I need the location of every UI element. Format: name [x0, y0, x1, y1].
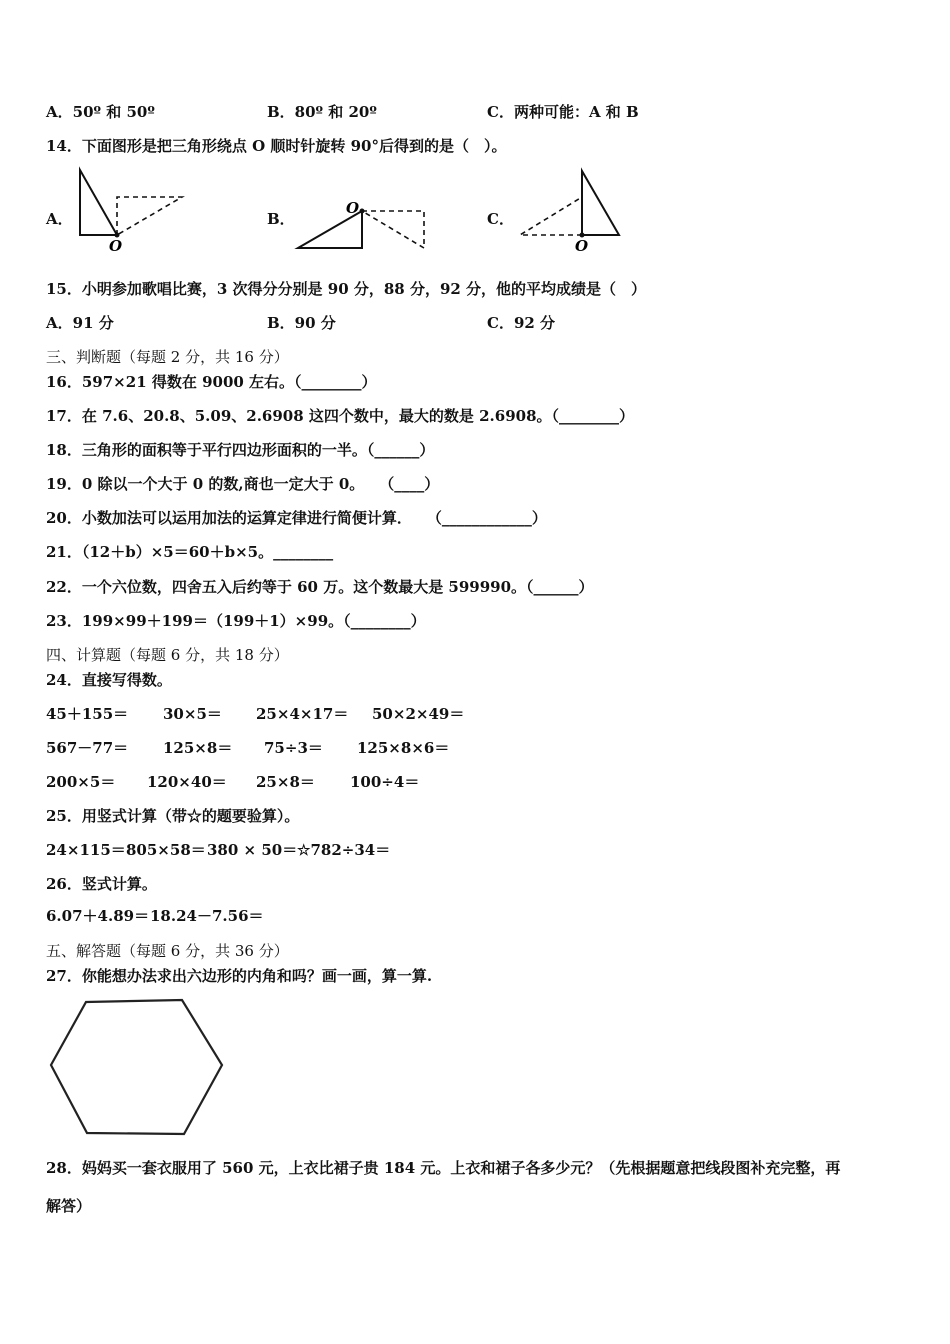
q13-option-a: A．50º 和 50º — [46, 103, 155, 121]
q24-r1-c4: 50×2×49＝ — [372, 705, 465, 723]
q18: 18．三角形的面积等于平行四边形面积的一半。（______） — [46, 441, 435, 459]
q25-item-4: ☆782÷34＝ — [297, 841, 391, 859]
q24-r2-c4: 125×8×6＝ — [357, 739, 450, 757]
q24-r3-c1: 200×5＝ — [46, 773, 116, 791]
hexagon-shape — [51, 1000, 222, 1134]
q20: 20．小数加法可以运用加法的运算定律进行简便计算． （____________） — [46, 509, 547, 527]
q24-r3-c2: 120×40＝ — [147, 773, 227, 791]
point-o-label-a: O — [109, 237, 123, 255]
q26-item-1: 6.07＋4.89＝ — [46, 907, 150, 925]
q14-figure-b — [290, 195, 435, 255]
q24-stem: 24．直接写得数。 — [46, 671, 172, 689]
q14-figure-c — [510, 165, 635, 255]
rotated-triangle-c — [520, 197, 582, 235]
q15-option-b: B．90 分 — [267, 314, 336, 332]
q15-option-c: C．92 分 — [487, 314, 556, 332]
original-triangle-a — [80, 170, 117, 235]
q24-r2-c3: 75÷3＝ — [264, 739, 323, 757]
q13-option-c: C．两种可能：A 和 B — [487, 103, 639, 121]
q14-label-a: A． — [46, 210, 73, 228]
section-5-heading: 五、解答题（每题 6 分，共 36 分） — [46, 942, 289, 960]
q14-stem: 14．下面图形是把三角形绕点 O 顺时针旋转 90°后得到的是（ ）。 — [46, 137, 507, 155]
q26-stem: 26．竖式计算。 — [46, 875, 157, 893]
q19: 19．0 除以一个大于 0 的数,商也一定大于 0。 （____） — [46, 475, 440, 493]
q25-item-1: 24×115＝ — [46, 841, 126, 859]
q27-stem: 27．你能想办法求出六边形的内角和吗？画一画，算一算. — [46, 967, 433, 985]
q28-line-2: 解答） — [46, 1197, 92, 1215]
original-triangle-c — [582, 171, 619, 235]
hexagon-figure — [44, 993, 229, 1143]
q15-stem: 15．小明参加歌唱比赛，3 次得分分别是 90 分，88 分，92 分，他的平均成绩是（ ） — [46, 280, 647, 298]
q24-r3-c3: 25×8＝ — [256, 773, 315, 791]
q16: 16．597×21 得数在 9000 左右。（________） — [46, 373, 377, 391]
point-o-label-c: O — [575, 237, 589, 255]
q24-r3-c4: 100÷4＝ — [350, 773, 420, 791]
point-o-label-b: O — [346, 199, 360, 217]
q24-r1-c2: 30×5＝ — [163, 705, 222, 723]
rotated-triangle-a — [117, 197, 182, 235]
q14-figure-a — [70, 165, 195, 255]
q26-item-2: 18.24－7.56＝ — [150, 907, 264, 925]
rotated-triangle-b — [362, 211, 424, 248]
q25-item-3: 380 × 50＝ — [207, 841, 298, 859]
q24-r2-c1: 567－77＝ — [46, 739, 129, 757]
section-4-heading: 四、计算题（每题 6 分，共 18 分） — [46, 646, 289, 664]
q24-r1-c3: 25×4×17＝ — [256, 705, 349, 723]
q23: 23．199×99＋199＝（199＋1）×99。（________） — [46, 612, 426, 630]
q13-option-b: B．80º 和 20º — [267, 103, 377, 121]
q25-item-2: 805×58＝ — [126, 841, 206, 859]
q14-label-b: B． — [267, 210, 295, 228]
pivot-point-b — [360, 209, 365, 214]
q24-r2-c2: 125×8＝ — [163, 739, 233, 757]
q25-stem: 25．用竖式计算（带☆的题要验算）。 — [46, 807, 300, 825]
q17: 17．在 7.6、20.8、5.09、2.6908 这四个数中，最大的数是 2.6908。（________） — [46, 407, 635, 425]
q21: 21．（12＋b）×5＝60＋b×5。________ — [46, 543, 334, 561]
q15-option-a: A．91 分 — [46, 314, 114, 332]
section-3-heading: 三、判断题（每题 2 分，共 16 分） — [46, 348, 289, 366]
q14-label-c: C． — [487, 210, 514, 228]
q28-line-1: 28．妈妈买一套衣服用了 560 元，上衣比裙子贵 184 元。上衣和裙子各多少元？（先根据题意把线段图补充完整，再 — [46, 1159, 841, 1177]
q24-r1-c1: 45＋155＝ — [46, 705, 129, 723]
q22: 22．一个六位数，四舍五入后约等于 60 万。这个数最大是 599990。（______） — [46, 578, 594, 596]
